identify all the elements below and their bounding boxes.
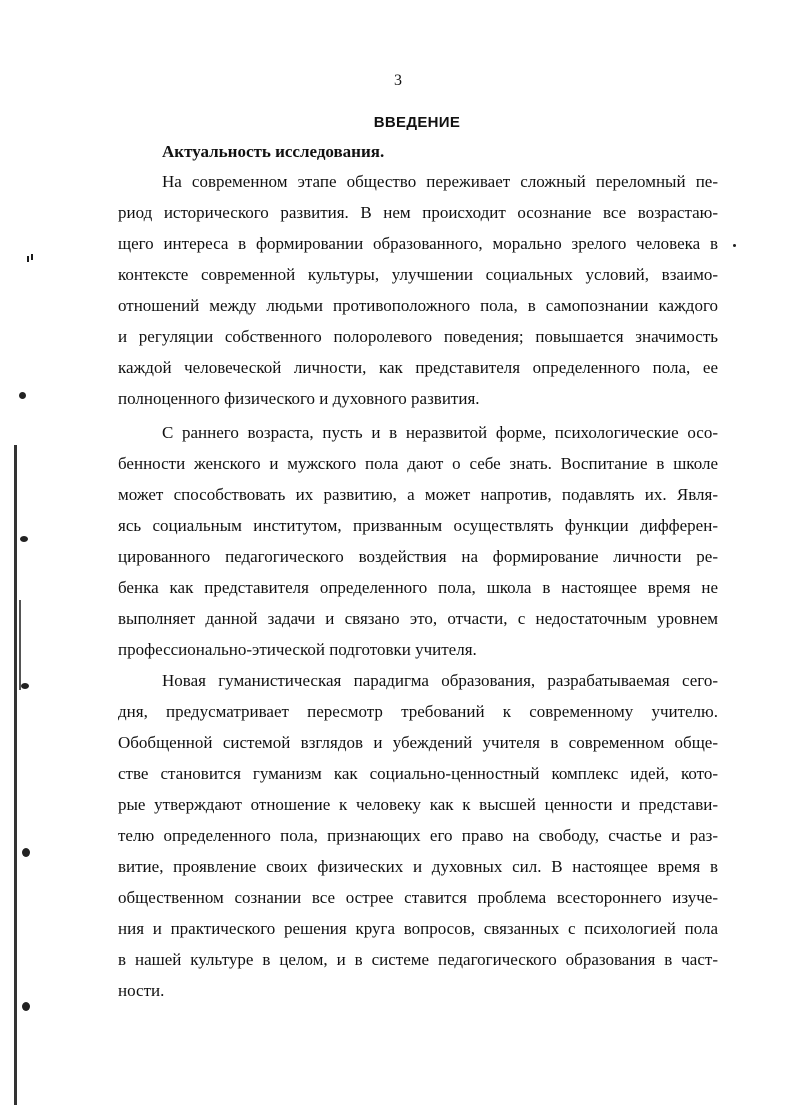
scan-artifact <box>733 244 736 247</box>
text-line: бенка как представителя определенного пола, школа в настоящее время не <box>118 578 718 597</box>
scan-artifact <box>19 600 21 690</box>
scan-artifact <box>27 256 29 262</box>
text-line: общественном сознании все острее ставится проблема всестороннего изуче- <box>118 888 718 907</box>
text-line: стве становится гуманизм как социально-ценностный комплекс идей, кото- <box>118 764 718 783</box>
text-line: ясь социальным институтом, призванным осуществлять функции дифферен- <box>118 516 718 535</box>
text-line: профессионально-этической подготовки учителя. <box>118 640 477 659</box>
text-line: щего интереса в формировании образованного, морально зрелого человека в <box>118 234 718 253</box>
text-line: контексте современной культуры, улучшении социальных условий, взаимо- <box>118 265 718 284</box>
section-subheading: Актуальность исследования. <box>162 142 385 161</box>
scan-artifact <box>22 1002 30 1011</box>
scan-artifact <box>22 848 30 857</box>
text-line: рые утверждают отношение к человеку как к высшей ценности и представи- <box>118 795 718 814</box>
scan-artifact <box>14 445 17 1105</box>
text-line: может способствовать их развитию, а может напротив, подавлять их. Явля- <box>118 485 718 504</box>
scan-artifact <box>20 536 28 542</box>
text-line: Обобщенной системой взглядов и убеждений учителя в современном обще- <box>118 733 718 752</box>
text-line: каждой человеческой личности, как представителя определенного пола, ее <box>118 358 718 377</box>
page-number: 3 <box>394 72 402 89</box>
text-line: полноценного физического и духовного развития. <box>118 389 480 408</box>
text-line: дня, предусматривает пересмотр требований к современному учителю. <box>118 702 718 721</box>
scan-artifact <box>21 683 29 689</box>
text-line: отношений между людьми противоположного пола, в самопознании каждого <box>118 296 718 315</box>
scan-artifact <box>19 392 26 399</box>
section-heading: ВВЕДЕНИЕ <box>373 114 461 131</box>
text-line: Новая гуманистическая парадигма образования, разрабатываемая сего- <box>162 671 718 690</box>
text-line: риод исторического развития. В нем происходит осознание все возрастаю- <box>118 203 718 222</box>
text-line: цированного педагогического воздействия на формирование личности ре- <box>118 547 718 566</box>
scan-artifact <box>31 254 33 260</box>
text-line: телю определенного пола, признающих его право на свободу, счастье и раз- <box>118 826 718 845</box>
text-line: в нашей культуре в целом, и в системе педагогического образования в част- <box>118 950 718 969</box>
text-line: На современном этапе общество переживает сложный переломный пе- <box>162 172 718 191</box>
text-line: и регуляции собственного полоролевого поведения; повышается значимость <box>118 327 718 346</box>
text-line: ности. <box>118 981 165 1000</box>
text-line: выполняет данной задачи и связано это, отчасти, с недостаточным уровнем <box>118 609 718 628</box>
text-line: витие, проявление своих физических и духовных сил. В настоящее время в <box>118 857 718 876</box>
text-line: ния и практического решения круга вопросов, связанных с психологией пола <box>118 919 718 938</box>
text-line: бенности женского и мужского пола дают о себе знать. Воспитание в школе <box>118 454 718 473</box>
text-line: С раннего возраста, пусть и в неразвитой форме, психологические осо- <box>162 423 718 442</box>
